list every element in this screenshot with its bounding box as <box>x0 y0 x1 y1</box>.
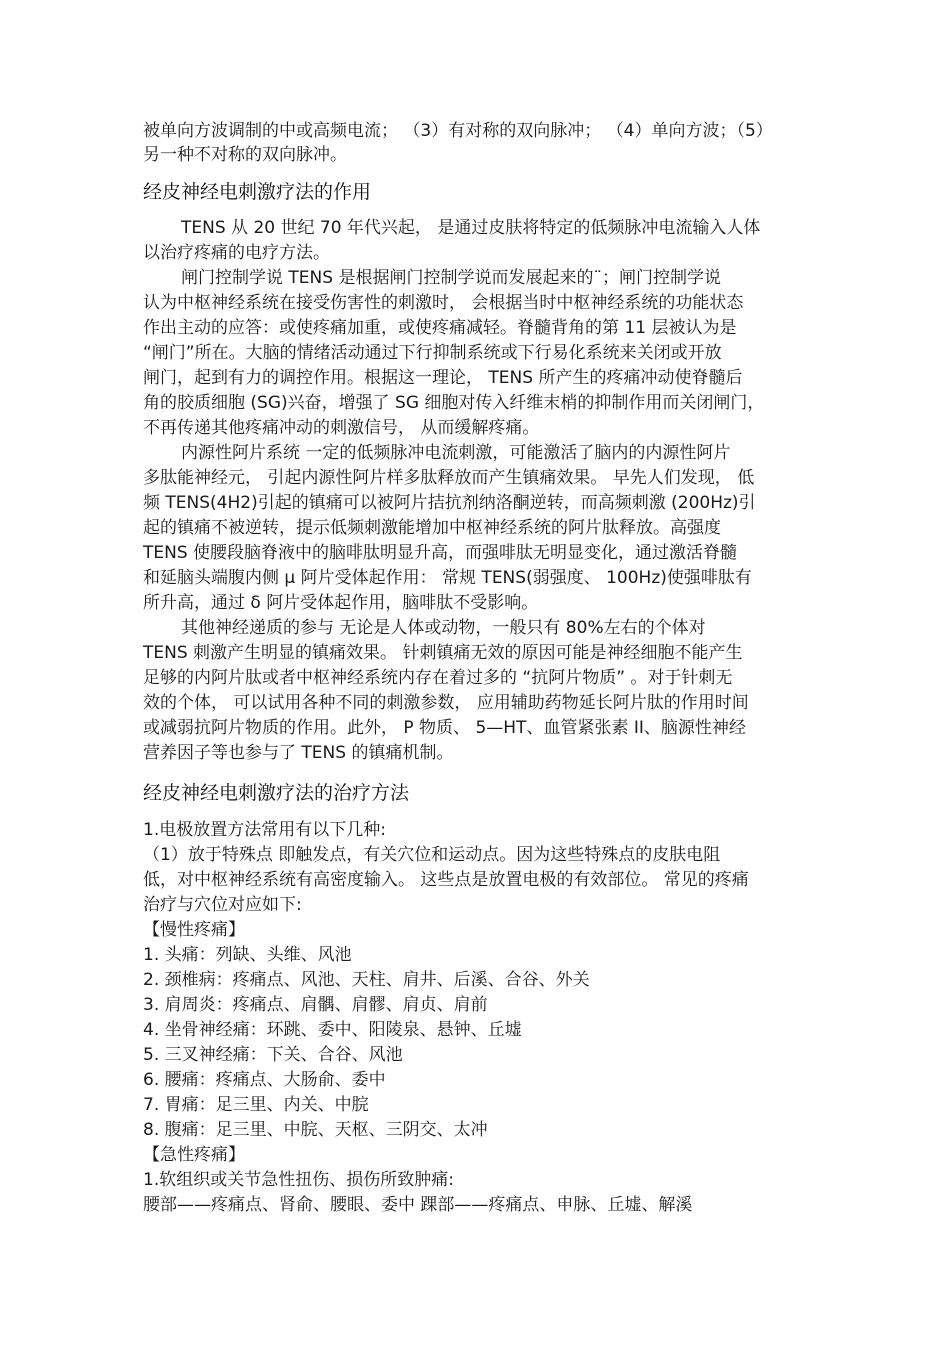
paragraph-line: 营养因子等也参与了 TENS 的镇痛机制。 <box>143 743 454 763</box>
intro-line: 另一种不对称的双向脉冲。 <box>143 145 347 165</box>
paragraph-line: 频 TENS(4H2)引起的镇痛可以被阿片拮抗剂纳洛酮逆转，而高频刺激 (200Hz)引 <box>143 493 756 513</box>
paragraph-line: 起的镇痛不被逆转，提示低频刺激能增加中枢神经系统的阿片肽释放。高强度 <box>143 518 721 538</box>
paragraph-line: 多肽能神经元， 引起内源性阿片样多肽释放而产生镇痛效果。 早先人们发现， 低 <box>143 468 755 488</box>
paragraph-line: 低，对中枢神经系统有高密度输入。 这些点是放置电极的有效部位。 常见的疼痛 <box>143 870 749 890</box>
list-item: 4. 坐骨神经痛：环跳、委中、阳陵泉、悬钟、丘墟 <box>143 1020 522 1040</box>
paragraph-line: 不再传递其他疼痛冲动的刺激信号， 从而缓解疼痛。 <box>143 418 540 438</box>
paragraph-line: TENS 使腰段脑脊液中的脑啡肽明显升高，而强啡肽无明显变化，通过激活脊髓 <box>143 543 738 563</box>
paragraph-line: 闸门控制学说 TENS 是根据闸门控制学说而发展起来的¨；闸门控制学说 <box>181 268 721 288</box>
paragraph-line: 1.电极放置方法常用有以下几种: <box>143 820 386 840</box>
paragraph-line: 以治疗疼痛的电疗方法。 <box>143 243 330 263</box>
list-item: 1. 头痛：列缺、头维、风池 <box>143 945 352 965</box>
list-item: 1.软组织或关节急性扭伤、损伤所致肿痛: <box>143 1170 454 1190</box>
paragraph-line: TENS 刺激产生明显的镇痛效果。 针刺镇痛无效的原因可能是神经细胞不能产生 <box>143 643 743 663</box>
paragraph-line: “闸门”所在。大脑的情绪活动通过下行抑制系统或下行易化系统来关闭或开放 <box>143 343 722 363</box>
list-item: 3. 肩周炎：疼痛点、肩髃、肩髎、肩贞、肩前 <box>143 995 488 1015</box>
paragraph-line: 认为中枢神经系统在接受伤害性的刺激时， 会根据当时中枢神经系统的功能状态 <box>143 293 744 313</box>
paragraph-line: 作出主动的应答：或使疼痛加重，或使疼痛减轻。脊髓背角的第 11 层被认为是 <box>143 318 737 338</box>
list-heading: 【急性疼痛】 <box>143 1145 245 1165</box>
paragraph-line: 其他神经递质的参与 无论是人体或动物，一般只有 80%左右的个体对 <box>181 618 706 638</box>
list-item: 腰部——疼痛点、肾俞、腰眼、委中 踝部——疼痛点、申脉、丘墟、解溪 <box>143 1195 693 1215</box>
section-heading: 经皮神经电刺激疗法的作用 <box>143 181 372 203</box>
list-heading: 【慢性疼痛】 <box>143 920 245 940</box>
paragraph-line: 足够的内阿片肽或者中枢神经系统内存在着过多的 “抗阿片物质” 。对于针刺无 <box>143 668 733 688</box>
list-item: 8. 腹痛：足三里、中脘、天枢、三阴交、太冲 <box>143 1120 488 1140</box>
section-heading: 经皮神经电刺激疗法的治疗方法 <box>143 782 410 804</box>
paragraph-line: 闸门，起到有力的调控作用。根据这一理论， TENS 所产生的疼痛冲动使脊髓后 <box>143 368 743 388</box>
paragraph-line: 角的胶质细胞 (SG)兴奋，增强了 SG 细胞对传入纤维末梢的抑制作用而关闭闸门， <box>143 393 765 413</box>
intro-line: 被单向方波调制的中或高频电流； （3）有对称的双向脉冲； （4）单向方波；（5） <box>143 121 773 141</box>
paragraph-line: （1）放于特殊点 即触发点，有关穴位和运动点。因为这些特殊点的皮肤电阻 <box>143 845 721 865</box>
paragraph-line: 内源性阿片系统 一定的低频脉冲电流刺激，可能激活了脑内的内源性阿片 <box>181 443 731 463</box>
list-item: 5. 三叉神经痛：下关、合谷、风池 <box>143 1045 403 1065</box>
paragraph-line: 所升高，通过 δ 阿片受体起作用，脑啡肽不受影响。 <box>143 593 539 613</box>
list-item: 2. 颈椎病：疼痛点、风池、天柱、肩井、后溪、合谷、外关 <box>143 970 590 990</box>
list-item: 6. 腰痛：疼痛点、大肠俞、委中 <box>143 1070 386 1090</box>
paragraph-line: 效的个体， 可以试用各种不同的刺激参数， 应用辅助药物延长阿片肽的作用时间 <box>143 693 749 713</box>
paragraph-line: 治疗与穴位对应如下: <box>143 895 302 915</box>
paragraph-line: 和延脑头端腹内侧 μ 阿片受体起作用： 常规 TENS(弱强度、 100Hz)使强啡肽有 <box>143 568 752 588</box>
paragraph-line: TENS 从 20 世纪 70 年代兴起， 是通过皮肤将特定的低频脉冲电流输入人体 <box>181 218 761 238</box>
list-item: 7. 胃痛：足三里、内关、中脘 <box>143 1095 369 1115</box>
paragraph-line: 或减弱抗阿片物质的作用。此外， P 物质、 5—HT、血管紧张素 II、脑源性神经 <box>143 718 746 738</box>
